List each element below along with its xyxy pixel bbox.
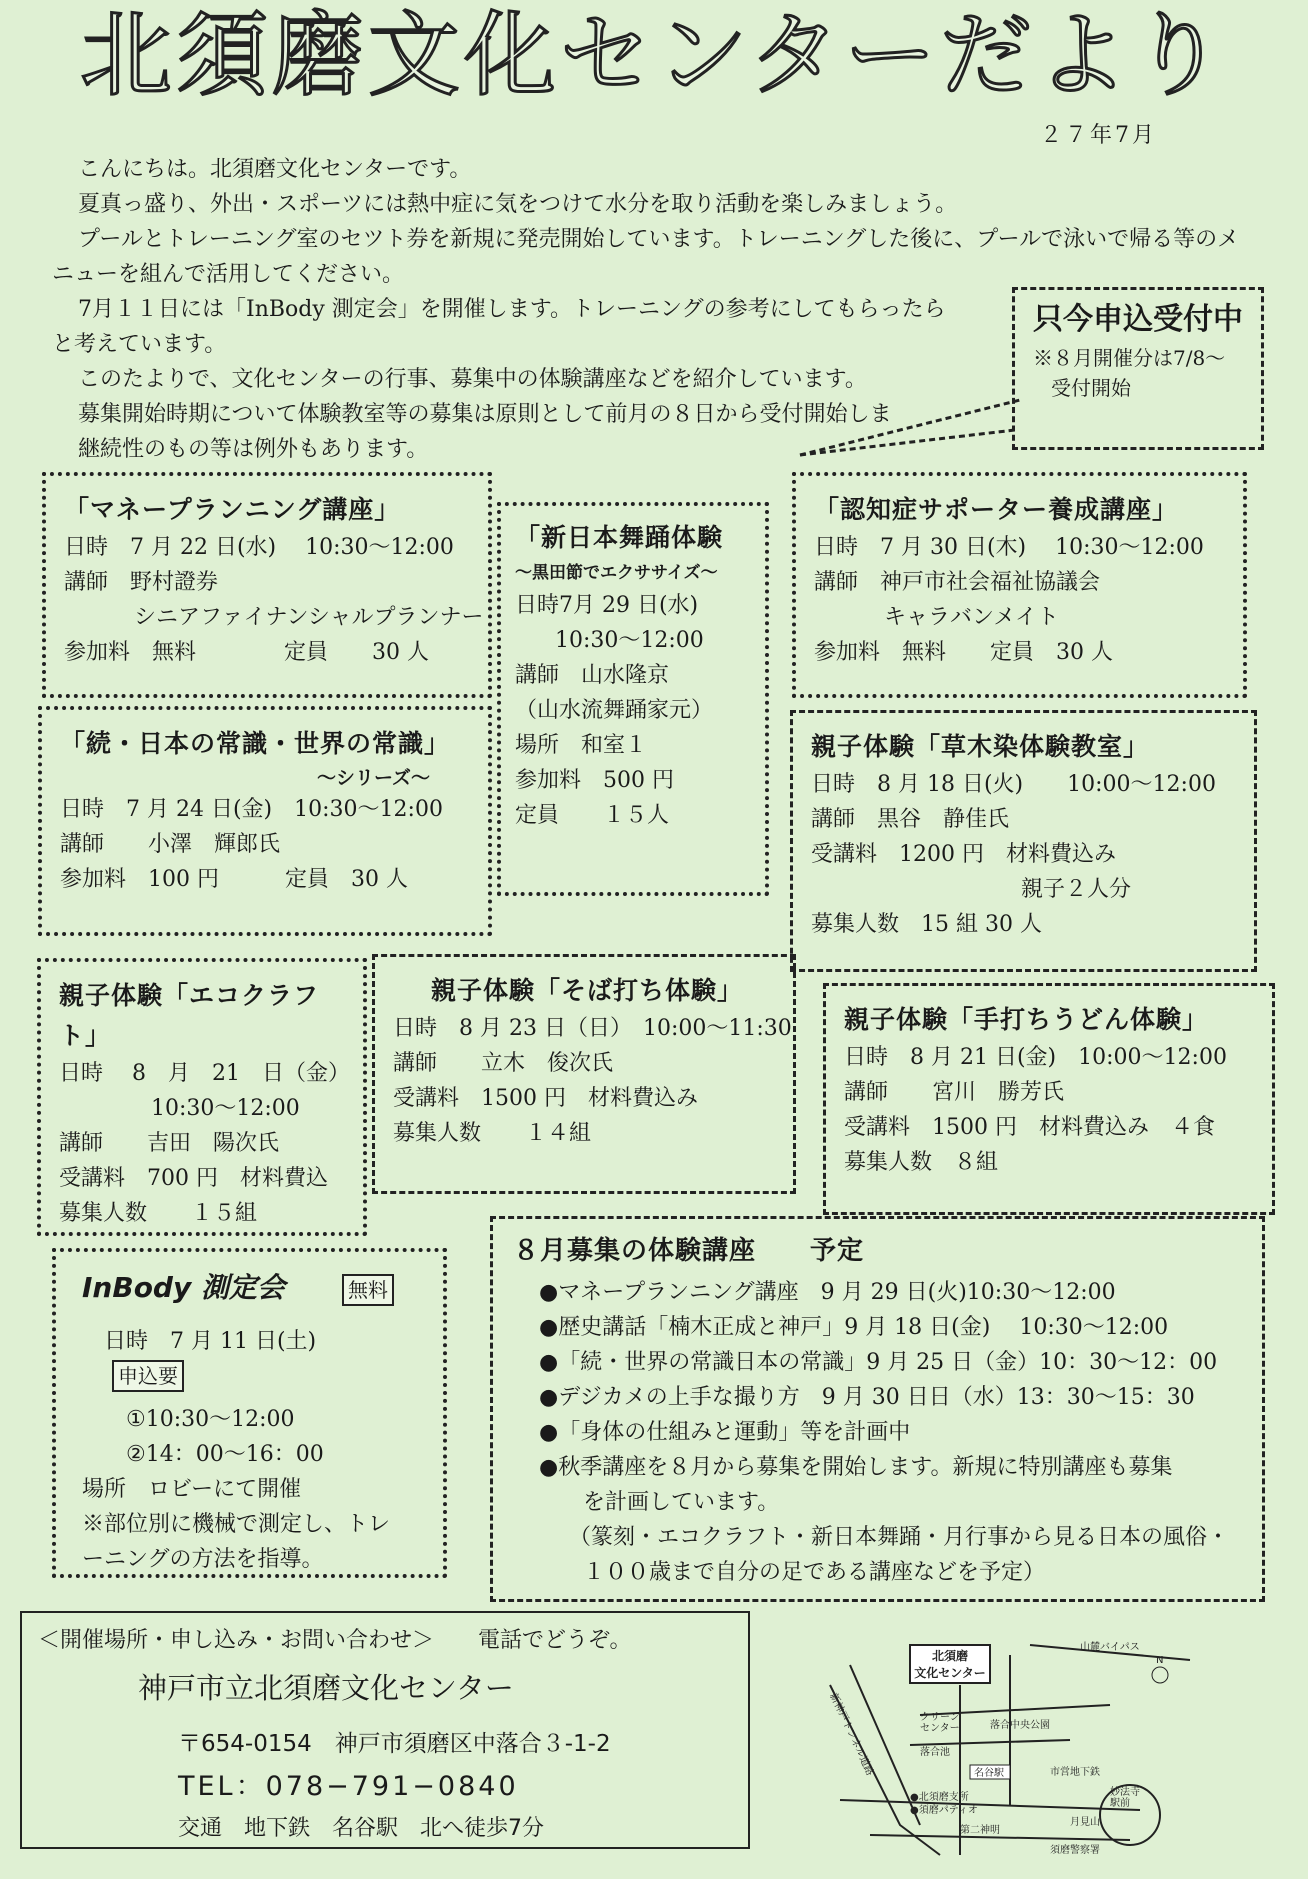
map-road	[840, 1800, 1140, 1810]
box-title: 親子体験「エコクラフト」	[59, 981, 320, 1050]
box-title: 「続・日本の常識・世界の常識」	[60, 729, 451, 758]
info-line: 講師 吉田 陽次氏	[59, 1131, 280, 1156]
info-line: 日時7月 29 日(水)	[515, 593, 699, 618]
map-label: N	[1156, 1655, 1164, 1666]
info-line: 講師 小澤 輝郎氏	[60, 832, 281, 857]
map-label: ●須磨パティオ	[910, 1805, 978, 1816]
map-center-label: 北須磨	[931, 1649, 969, 1663]
map-label: 新神戸トンネル道路	[827, 1691, 876, 1778]
box-title: 親子体験「手打ちうどん体験」	[844, 1005, 1209, 1034]
map-road	[870, 1835, 1130, 1840]
info-line: 日時 8 月 21 日（金）	[59, 1061, 350, 1086]
course-item: ●デジカメの上手な撮り方 9 月 30 日日（水）13：30～15：30	[539, 1385, 1195, 1410]
intro-line: 7月１１日には「InBody 測定会」を開催します。トレーニングの参考にしてもらったら	[78, 297, 946, 322]
callout-pointer	[790, 380, 1030, 460]
contact-box	[20, 1611, 750, 1849]
map-label: 妙法寺	[1110, 1787, 1140, 1798]
info-line: 講師 山水隆京	[515, 663, 670, 688]
course-item: ●マネープランニング講座 9 月 29 日(火)10:30～12:00	[539, 1280, 1116, 1305]
apply-required-tag: 申込要	[112, 1360, 184, 1392]
inbody-box	[52, 1248, 447, 1578]
course-item-cont: １００歳まで自分の足である講座などを予定）	[583, 1560, 1046, 1585]
info-line: シニアファイナンシャルプランナー	[134, 605, 484, 630]
dementia-box	[792, 472, 1247, 698]
soba-box	[372, 954, 796, 1194]
intro-line: こんにちは。北須磨文化センターです。	[78, 157, 472, 182]
info-line: 参加料 無料 定員 30 人	[814, 640, 1113, 665]
info-line: 日時 7 月 24 日(金) 10:30～12:00	[60, 797, 443, 822]
north-icon	[1152, 1667, 1168, 1683]
box-subtitle: ～黒田節でエクササイズ～	[515, 563, 718, 583]
center-name: 神戸市立北須磨文化センター	[138, 1671, 514, 1705]
callout-title: 只今申込受付中	[1033, 302, 1243, 337]
map-label: 山麓バイパス	[1080, 1642, 1140, 1653]
august-courses-box	[490, 1216, 1265, 1602]
box-title: 親子体験「草木染体験教室」	[811, 732, 1150, 761]
issue-date: ２７年7月	[1040, 123, 1157, 148]
telephone: TEL：078−791−0840	[178, 1771, 519, 1802]
map-center-label: 文化センター	[914, 1666, 986, 1680]
intro-line: 継続性のもの等は例外もあります。	[78, 437, 429, 462]
info-line: 募集人数 １５組	[59, 1201, 258, 1226]
info-line: ②14：00～16：00	[126, 1442, 324, 1467]
map-label: 市営地下鉄	[1050, 1767, 1100, 1778]
common-sense-box	[38, 706, 492, 936]
free-tag: 無料	[342, 1274, 394, 1306]
box-title: 「認知症サポーター養成講座」	[814, 495, 1179, 524]
info-line: ①10:30～12:00	[126, 1407, 295, 1432]
info-line: ーニングの方法を指導。	[82, 1547, 324, 1572]
info-line: 場所 和室１	[515, 733, 648, 758]
info-line: 募集人数 １４組	[393, 1121, 592, 1146]
map-road	[910, 1740, 1070, 1745]
box-title: 親子体験「そば打ち体験」	[431, 976, 744, 1005]
application-callout	[1012, 287, 1264, 450]
info-line: 参加料 500 円	[515, 768, 674, 793]
access: 交通 地下鉄 名谷駅 北へ徒歩7分	[178, 1816, 544, 1841]
udon-box	[823, 983, 1275, 1215]
info-line: 募集人数 15 組 30 人	[811, 912, 1042, 937]
info-line: ※部位別に機械で測定し、トレ	[82, 1512, 391, 1537]
intro-line: このたよりで、文化センターの行事、募集中の体験講座などを紹介しています。	[78, 367, 867, 392]
course-item: ●「続・世界の常識日本の常識」9 月 25 日（金）10：30～12：00	[539, 1350, 1218, 1375]
info-line: 日時 7 月 22 日(水) 10:30～12:00	[64, 535, 454, 560]
map-label: クリーン	[920, 1712, 960, 1723]
info-line: 受講料 1200 円 材料費込み	[811, 842, 1116, 867]
box-title: InBody 測定会	[82, 1271, 285, 1304]
map-label: 名谷駅	[974, 1768, 1004, 1779]
map-label: 月見山	[1070, 1817, 1100, 1828]
info-line	[82, 1324, 417, 1394]
info-line: 講師 神戸市社会福祉協議会	[814, 570, 1101, 595]
money-planning-box	[42, 472, 492, 698]
course-item: ●歴史講話「楠木正成と神戸」9 月 18 日(金) 10:30～12:00	[539, 1315, 1169, 1340]
info-line-text: 日時 7 月 11 日(土)	[104, 1329, 317, 1354]
info-line: 受講料 700 円 材料費込	[59, 1166, 328, 1191]
info-line: 日時 7 月 30 日(木) 10:30～12:00	[814, 535, 1204, 560]
info-line: 10:30～12:00	[151, 1096, 300, 1121]
info-line: 定員 １５人	[515, 803, 670, 828]
info-line: 講師 宮川 勝芳氏	[844, 1080, 1065, 1105]
eco-craft-box	[37, 958, 367, 1236]
map-label: 須磨警察署	[1050, 1845, 1100, 1856]
box-title: ８月募集の体験講座 予定	[513, 1236, 865, 1266]
access-map	[810, 1625, 1200, 1865]
info-line: 講師 野村證券	[64, 570, 219, 595]
info-line: キャラバンメイト	[884, 605, 1059, 630]
map-label: 落合中央公園	[990, 1720, 1050, 1731]
info-line: 日時 8 月 21 日(金) 10:00～12:00	[844, 1045, 1227, 1070]
info-line: 場所 ロビーにて開催	[82, 1477, 302, 1502]
callout-note: 受付開始	[1051, 376, 1131, 400]
intro-line: 夏真っ盛り、外出・スポーツには熱中症に気をつけて水分を取り活動を楽しみましょう。	[78, 192, 958, 217]
info-line: 親子２人分	[1021, 877, 1132, 902]
info-line: 日時 8 月 23 日（日） 10:00～11:30	[393, 1016, 792, 1041]
info-line: （山水流舞踊家元）	[515, 698, 714, 723]
plant-dye-box	[790, 710, 1257, 972]
info-line: 日時 8 月 18 日(火) 10:00～12:00	[811, 772, 1216, 797]
map-label: センター	[920, 1723, 960, 1734]
page-title: 北須磨文化センターだより	[79, 2, 1229, 109]
intro-line: 募集開始時期について体験教室等の募集は原則として前月の８日から受付開始しま	[78, 402, 892, 427]
address: 〒654-0154 神戸市須磨区中落合３-1-2	[178, 1731, 611, 1757]
box-title: 「マネープランニング講座」	[64, 495, 401, 524]
info-line: 受講料 1500 円 材料費込み	[393, 1086, 698, 1111]
contact-heading: ＜開催場所・申し込み・お問い合わせ＞ 電話でどうぞ。	[38, 1628, 632, 1653]
course-item: ●秋季講座を８月から募集を開始します。新規に特別講座も募集	[539, 1455, 1173, 1480]
course-item: ●「身体の仕組みと運動」等を計画中	[539, 1420, 911, 1445]
box-title: 「新日本舞踊体験	[515, 523, 724, 552]
course-item-cont: （篆刻・エコクラフト・新日本舞踊・月行事から見る日本の風俗・	[569, 1525, 1230, 1550]
info-line: 講師 黒谷 静佳氏	[811, 807, 1010, 832]
map-label: ●北須磨支所	[910, 1792, 969, 1803]
info-line: 参加料 100 円 定員 30 人	[60, 867, 408, 892]
intro-line: ニューを組んで活用してください。	[52, 262, 405, 287]
map-label: 駅前	[1110, 1798, 1130, 1809]
intro-line: プールとトレーニング室のセツト券を新規に発売開始しています。トレーニングした後に、プールで泳いで帰る等のメ	[78, 227, 1240, 252]
dance-box	[497, 502, 769, 896]
info-line: 講師 立木 俊次氏	[393, 1051, 614, 1076]
info-line: 10:30～12:00	[555, 628, 704, 653]
map-label: 落合池	[920, 1747, 950, 1758]
box-subtitle: ～シリーズ～	[316, 767, 430, 789]
callout-note: ※８月開催分は7/8～	[1033, 346, 1226, 370]
info-line: 参加料 無料 定員 30 人	[64, 640, 429, 665]
map-label: 第二神明	[960, 1825, 1000, 1836]
course-list	[513, 1275, 1242, 1590]
course-item-cont: を計画しています。	[583, 1490, 780, 1515]
info-line: 募集人数 ８組	[844, 1150, 999, 1175]
info-line: 受講料 1500 円 材料費込み ４食	[844, 1115, 1215, 1140]
intro-line: と考えています。	[52, 332, 227, 357]
